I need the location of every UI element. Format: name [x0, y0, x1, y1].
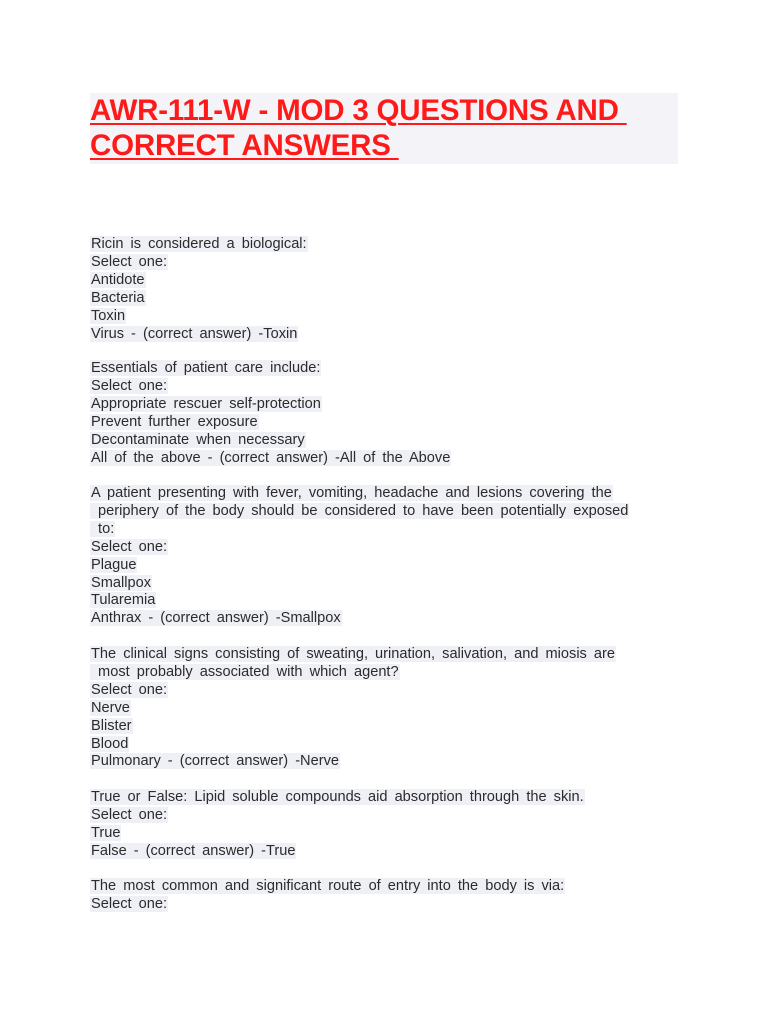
line-text: Select one:	[91, 681, 168, 698]
answer-option	[90, 272, 670, 290]
question-text	[90, 646, 670, 664]
answer-option	[90, 557, 670, 575]
question-text	[90, 521, 670, 539]
line-text: Appropriate rescuer self-protection	[91, 395, 321, 412]
line-text: Prevent further exposure	[91, 413, 258, 430]
line-text: periphery of the body should be considered to have been potentially exposed	[91, 502, 629, 519]
question-text	[90, 789, 670, 807]
question-block-1	[90, 236, 670, 343]
select-one-label	[90, 896, 670, 914]
line-text: All of the above - (correct answer) -All of the Above	[91, 449, 451, 466]
question-block-2	[90, 360, 670, 467]
question-text	[90, 503, 670, 521]
question-text	[90, 236, 670, 254]
answer-option	[90, 718, 670, 736]
line-text: Toxin	[91, 307, 126, 324]
select-one-label	[90, 254, 670, 272]
answer-option	[90, 432, 670, 450]
line-text: The most common and significant route of entry into the body is via:	[91, 878, 565, 894]
line-text: Antidote	[91, 271, 145, 288]
line-text: Pulmonary - (correct answer) -Nerve	[91, 753, 339, 770]
answer-option	[90, 414, 670, 432]
correct-answer	[90, 843, 670, 861]
correct-answer	[90, 753, 670, 771]
line-text: Tularemia	[91, 592, 156, 609]
line-text: True	[91, 824, 121, 841]
correct-answer	[90, 610, 670, 628]
line-text: Plague	[91, 556, 137, 573]
line-text: Select one:	[91, 377, 168, 394]
select-one-label	[90, 378, 670, 396]
question-block-5	[90, 789, 670, 861]
answer-option	[90, 825, 670, 843]
select-one-label	[90, 539, 670, 557]
select-one-label	[90, 807, 670, 825]
answer-option	[90, 290, 670, 308]
line-text: Blood	[91, 735, 129, 752]
document-title	[90, 93, 678, 164]
select-one-label	[90, 682, 670, 700]
correct-answer	[90, 450, 670, 468]
line-text: Decontaminate when necessary	[91, 431, 305, 448]
line-text: Smallpox	[91, 574, 152, 591]
line-text: False - (correct answer) -True	[91, 842, 296, 859]
line-text: Bacteria	[91, 289, 145, 306]
line-text: The clinical signs consisting of sweating, urination, salivation, and miosis are	[91, 646, 615, 662]
line-text: Ricin is considered a biological:	[91, 236, 307, 252]
line-text: to:	[91, 520, 115, 537]
answer-option	[90, 592, 670, 610]
question-block-6	[90, 878, 670, 914]
line-text: A patient presenting with fever, vomiting, headache and lesions covering the	[91, 485, 612, 501]
answer-option	[90, 396, 670, 414]
line-text: Virus - (correct answer) -Toxin	[91, 325, 298, 342]
answer-option	[90, 736, 670, 754]
line-text: Anthrax - (correct answer) -Smallpox	[91, 610, 341, 627]
line-text: Nerve	[91, 699, 130, 716]
line-text: Essentials of patient care include:	[91, 360, 321, 376]
question-block-3	[90, 485, 670, 628]
title-line-2: CORRECT ANSWERS	[90, 129, 399, 162]
answer-option	[90, 575, 670, 593]
title-line-1: AWR-111-W - MOD 3 QUESTIONS AND	[90, 94, 627, 127]
answer-option	[90, 700, 670, 718]
question-text	[90, 485, 670, 503]
correct-answer	[90, 326, 670, 344]
line-text: Select one:	[91, 538, 168, 555]
line-text: Select one:	[91, 895, 168, 912]
line-text: most probably associated with which agent?	[91, 663, 399, 680]
question-block-4	[90, 646, 670, 771]
answer-option	[90, 308, 670, 326]
line-text: Blister	[91, 717, 132, 734]
line-text: Select one:	[91, 806, 168, 823]
line-text: Select one:	[91, 253, 168, 270]
line-text: True or False: Lipid soluble compounds aid absorption through the skin.	[91, 789, 584, 805]
question-text	[90, 360, 670, 378]
question-text	[90, 878, 670, 896]
question-text	[90, 664, 670, 682]
